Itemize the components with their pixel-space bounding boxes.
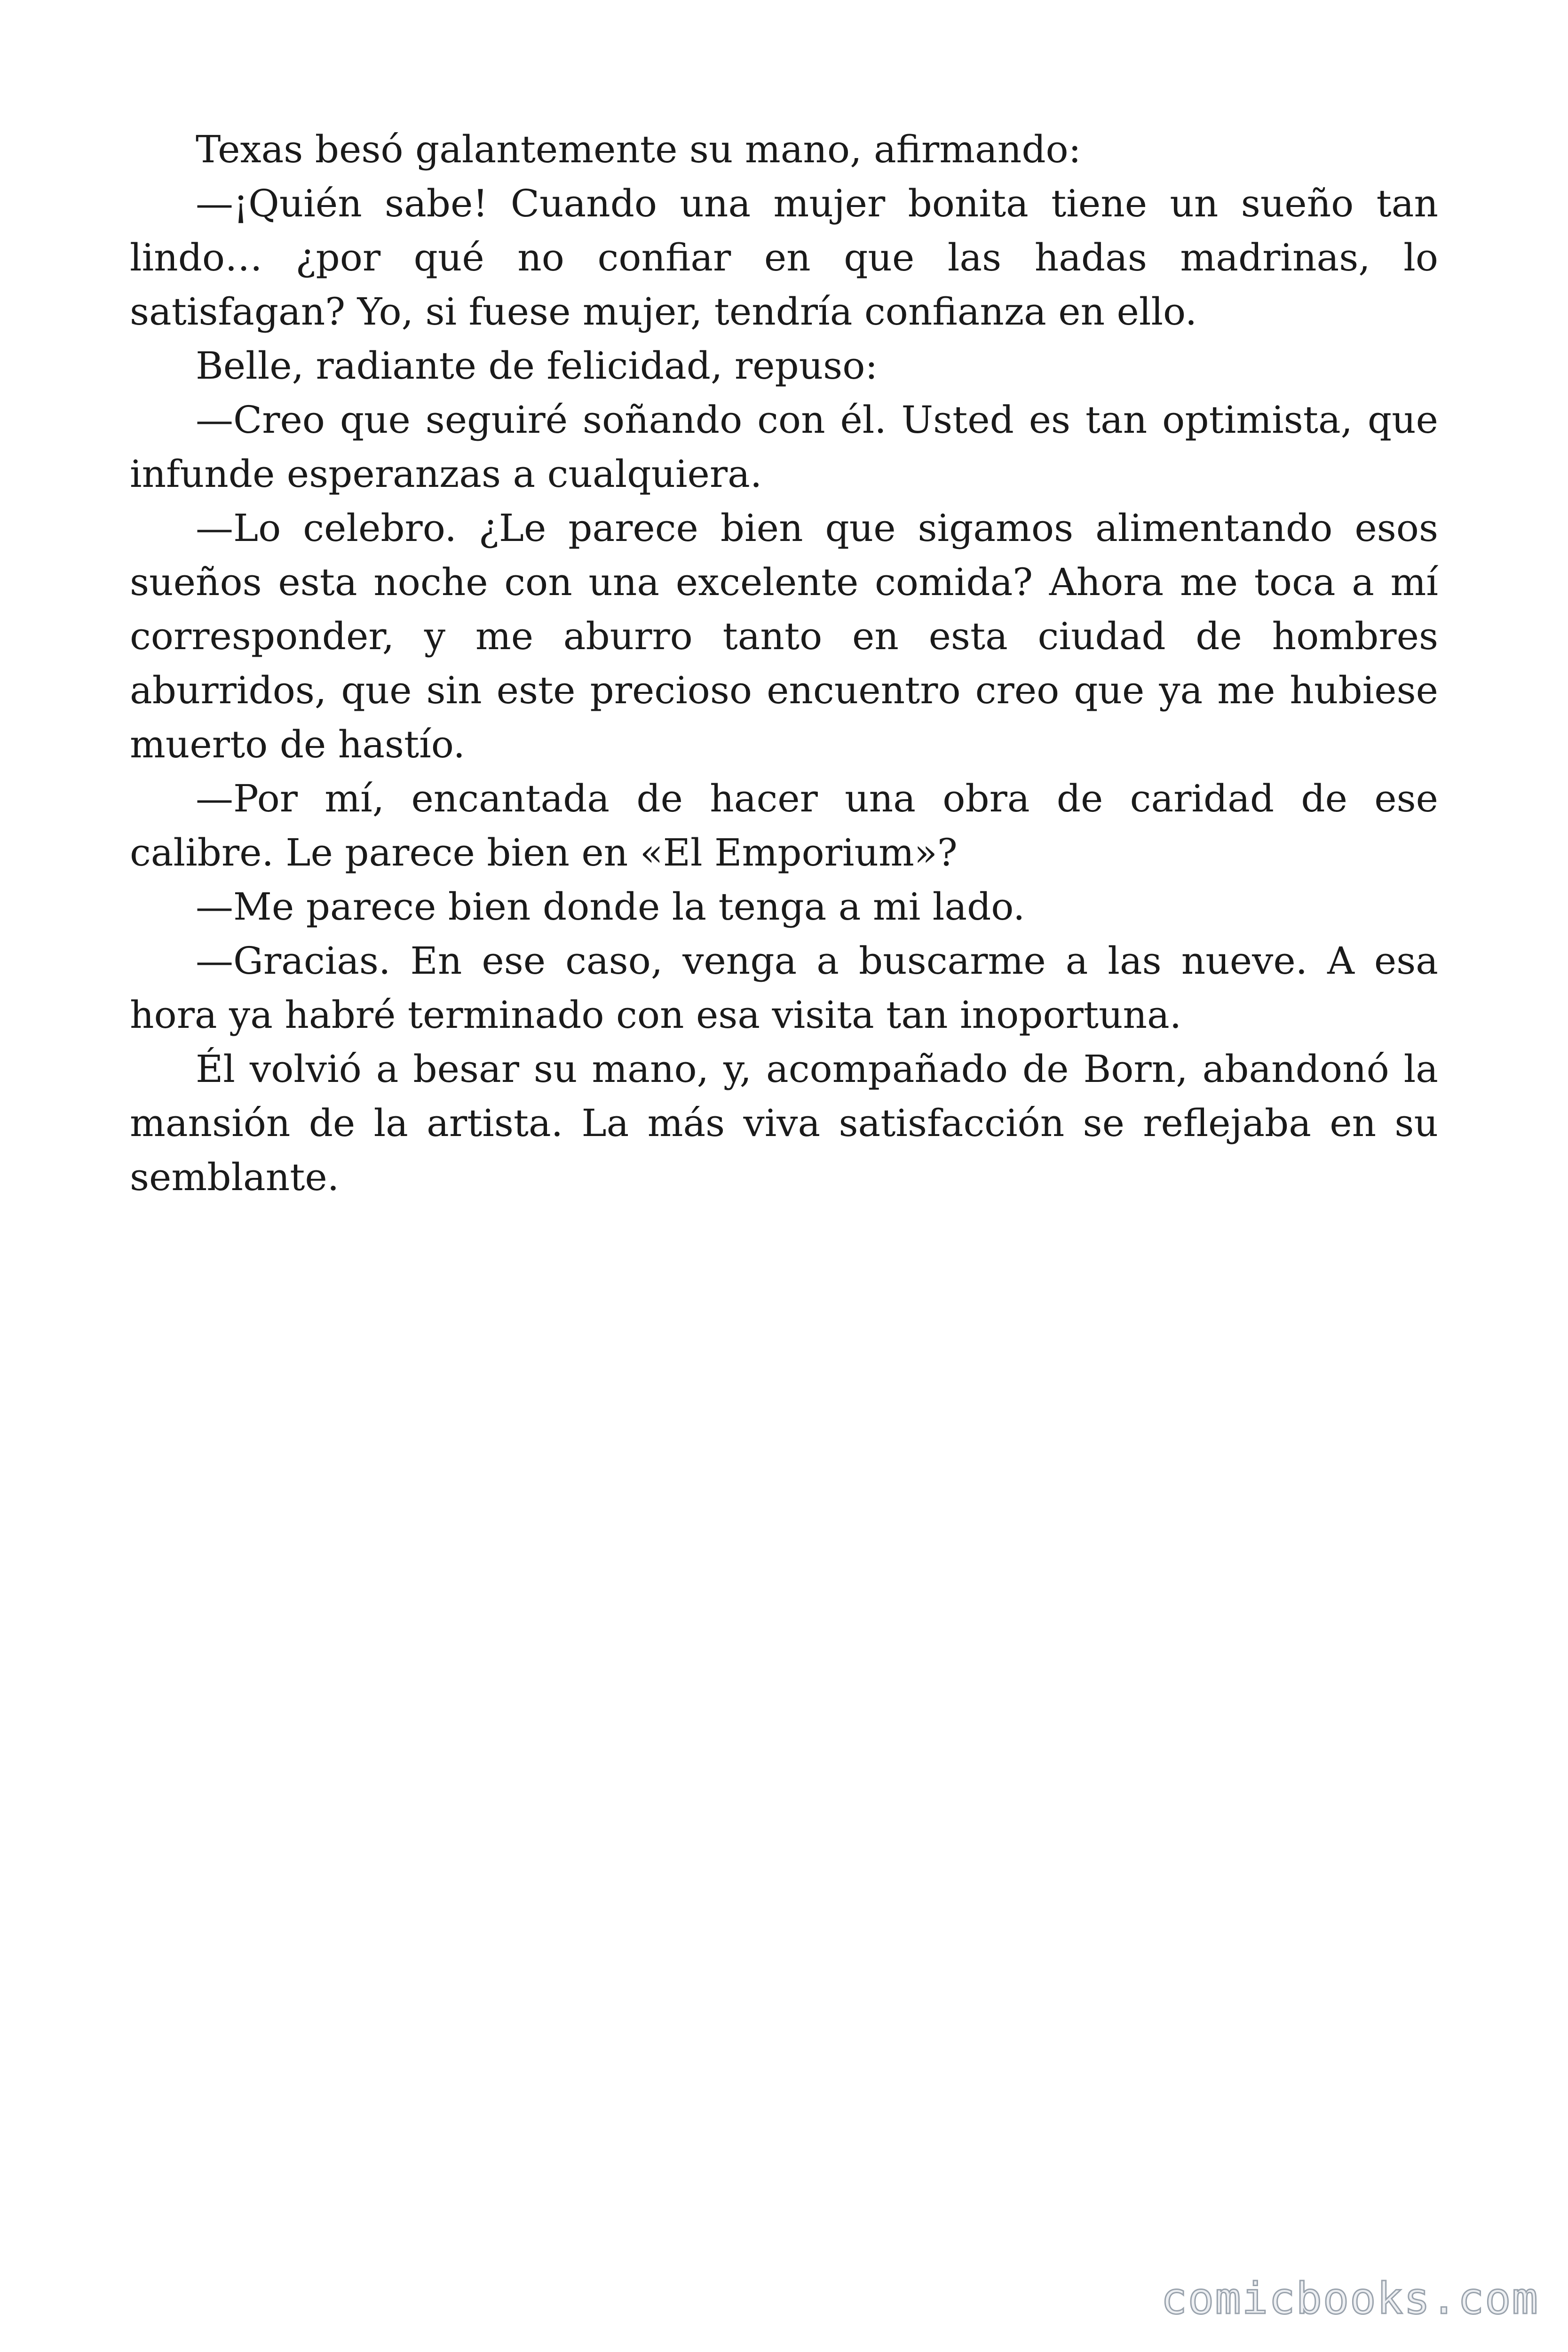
paragraph-5: —Lo celebro. ¿Le parece bien que sigamos alimentando esos sueños esta noche con una excelente comida? Ahora me toca a mí corresponder, y me aburro tanto en esta ciudad de hombres aburridos, que sin este precioso encuentro creo que ya me hubiese muerto de hastío.	[130, 506, 1438, 766]
paragraph-6: —Por mí, encantada de hacer una obra de caridad de ese calibre. Le parece bien en «El Emporium»?	[130, 777, 1438, 874]
body-text	[130, 122, 1438, 1204]
paragraph-7: —Me parece bien donde la tenga a mi lado.	[196, 885, 1025, 929]
paragraph-9: Él volvió a besar su mano, y, acompañado de Born, abandonó la mansión de la artista. La más viva satisfacción se reflejaba en su semblante.	[130, 1047, 1438, 1199]
paragraph-4: —Creo que seguiré soñando con él. Usted es tan optimista, que infunde esperanzas a cualquiera.	[130, 398, 1438, 496]
paragraph-2: —¡Quién sabe! Cuando una mujer bonita tiene un sueño tan lindo… ¿por qué no confiar en que las hadas madrinas, lo satisfagan? Yo, si fuese mujer, tendría confianza en ello.	[130, 182, 1438, 334]
paragraph-8: —Gracias. En ese caso, venga a buscarme a las nueve. A esa hora ya habré terminado con esa visita tan inoportuna.	[130, 939, 1438, 1037]
paragraph-3: Belle, radiante de felicidad, repuso:	[196, 344, 878, 388]
paragraph-1: Texas besó galantemente su mano, afirmando:	[196, 127, 1081, 171]
watermark-logo: comicbooks.com	[1161, 2273, 1539, 2324]
